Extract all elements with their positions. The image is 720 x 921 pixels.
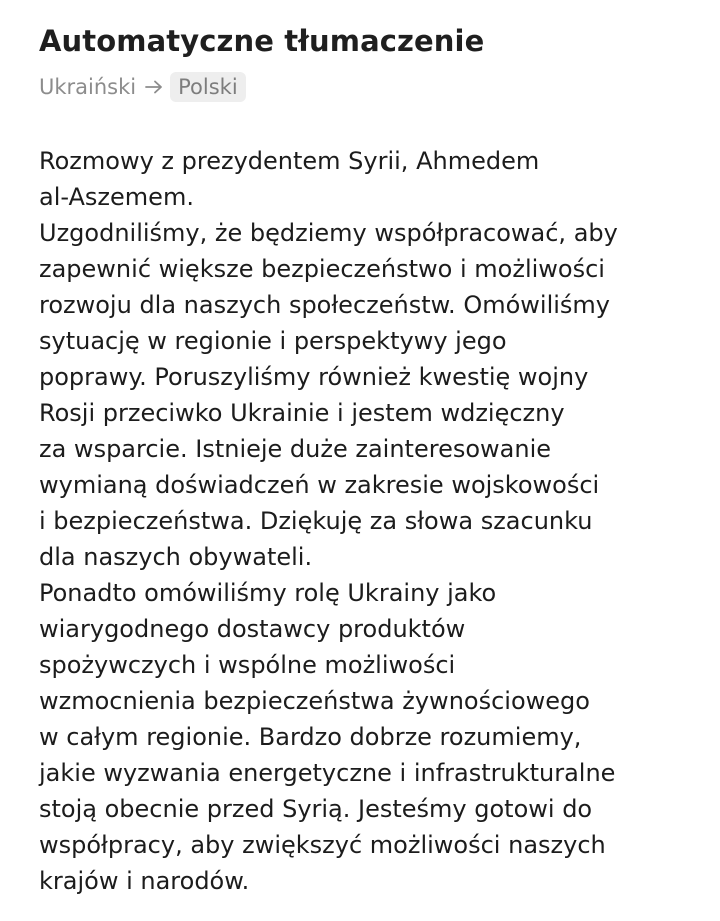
text-line: i bezpieczeństwa. Dziękuję za słowa szacunku xyxy=(39,507,593,535)
text-line: zapewnić większe bezpieczeństwo i możliwości xyxy=(39,255,605,283)
text-line: rozwoju dla naszych społeczeństw. Omówiliśmy xyxy=(39,291,610,319)
text-line: współpracy, aby zwiększyć możliwości naszych xyxy=(39,831,606,859)
page-title: Automatyczne tłumaczenie xyxy=(39,24,485,58)
text-line: za wsparcie. Istnieje duże zainteresowanie xyxy=(39,435,552,463)
text-line: Rosji przeciwko Ukrainie i jestem wdzięczny xyxy=(39,399,565,427)
text-line: al-Aszemem. xyxy=(39,183,194,211)
text-line: stoją obecnie przed Syrią. Jesteśmy gotowi do xyxy=(39,795,593,823)
target-language-button[interactable]: Polski xyxy=(170,72,246,102)
text-line: Uzgodniliśmy, że będziemy współpracować, aby xyxy=(39,219,618,247)
translated-text xyxy=(39,143,699,899)
text-line: sytuację w regionie i perspektywy jego xyxy=(39,327,507,355)
source-language-label: Ukraiński xyxy=(39,75,137,99)
text-line: jakie wyzwania energetyczne i infrastrukturalne xyxy=(39,759,616,787)
text-line: poprawy. Poruszyliśmy również kwestię wojny xyxy=(39,363,589,391)
text-line: dla naszych obywateli. xyxy=(39,543,313,571)
arrow-right-icon xyxy=(145,80,163,94)
text-line: spożywczych i wspólne możliwości xyxy=(39,651,456,679)
language-pair xyxy=(39,72,696,102)
text-line: Rozmowy z prezydentem Syrii, Ahmedem xyxy=(39,147,540,175)
text-line: wymianą doświadczeń w zakresie wojskowości xyxy=(39,471,600,499)
text-line: w całym regionie. Bardzo dobrze rozumiemy, xyxy=(39,723,582,751)
text-line: krajów i narodów. xyxy=(39,867,250,895)
text-line: wzmocnienia bezpieczeństwa żywnościowego xyxy=(39,687,590,715)
text-line: wiarygodnego dostawcy produktów xyxy=(39,615,466,643)
text-line: Ponadto omówiliśmy rolę Ukrainy jako xyxy=(39,579,497,607)
